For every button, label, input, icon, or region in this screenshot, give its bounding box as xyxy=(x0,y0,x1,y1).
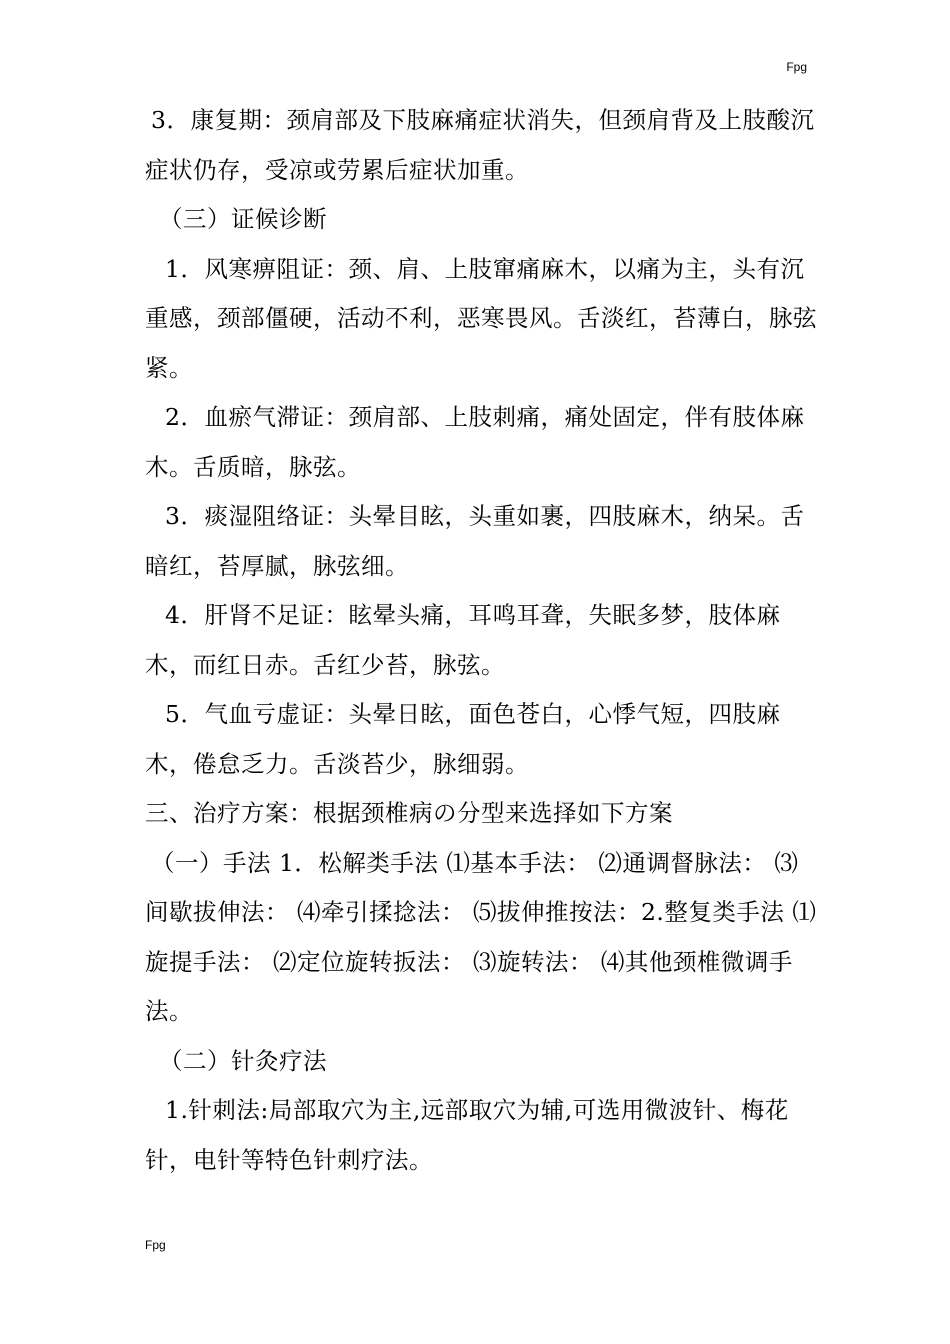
paragraph-liver-kidney-syndrome: 4．肝肾不足证：眩晕头痛，耳鸣耳聋，失眠多梦，肢体麻木，而红日赤。舌红少苔，脉弦。 xyxy=(145,601,781,679)
section-heading-syndrome-diagnosis: （三）证候诊断 xyxy=(159,205,327,233)
page-footer-mark: Fpg xyxy=(145,1238,166,1252)
section-heading-acupuncture: （二）针灸疗法 xyxy=(159,1046,327,1075)
paragraph-blood-stasis-syndrome: 2．血瘀气滞证：颈肩部、上肢刺痛，痛处固定，伴有肢体麻木。舌质暗，脉弦。 xyxy=(145,403,805,481)
paragraph-recovery-stage: 3．康复期：颈肩部及下肢麻痛症状消失，但颈肩背及上肢酸沉症状仍存，受凉或劳累后症状加重。 xyxy=(145,106,815,184)
page-header-mark: Fpg xyxy=(786,60,807,74)
section-heading-treatment-plan: 三、治疗方案：根据颈椎病の分型来选择如下方案 xyxy=(145,799,673,827)
paragraph-phlegm-damp-syndrome: 3．痰湿阻络证：头晕目眩，头重如裹，四肢麻木，纳呆。舌暗红，苔厚腻，脉弦细。 xyxy=(145,502,805,580)
paragraph-needling-method: 1.针刺法:局部取穴为主,远部取穴为辅,可选用微波针、梅花针，电针等特色针刺疗法。 xyxy=(145,1096,789,1174)
document-body xyxy=(145,96,817,1185)
paragraph-manipulation-methods: （一）手法 1．松解类手法 ⑴基本手法： ⑵通调督脉法： ⑶间歇拔伸法： ⑷牵引揉捻法： ⑸拔伸推按法：2.整复类手法 ⑴旋提手法： ⑵定位旋转扳法： ⑶旋转法： ⑷其他颈椎微调手法。 xyxy=(145,848,817,1025)
paragraph-wind-cold-syndrome: 1．风寒痹阻证：颈、肩、上肢窜痛麻木，以痛为主，头有沉重感，颈部僵硬，活动不利，恶寒畏风。舌淡红，苔薄白，脉弦紧。 xyxy=(145,254,817,382)
paragraph-qi-blood-syndrome: 5．气血亏虚证：头晕日眩，面色苍白，心悸气短，四肢麻木，倦怠乏力。舌淡苔少，脉细弱。 xyxy=(145,700,781,778)
